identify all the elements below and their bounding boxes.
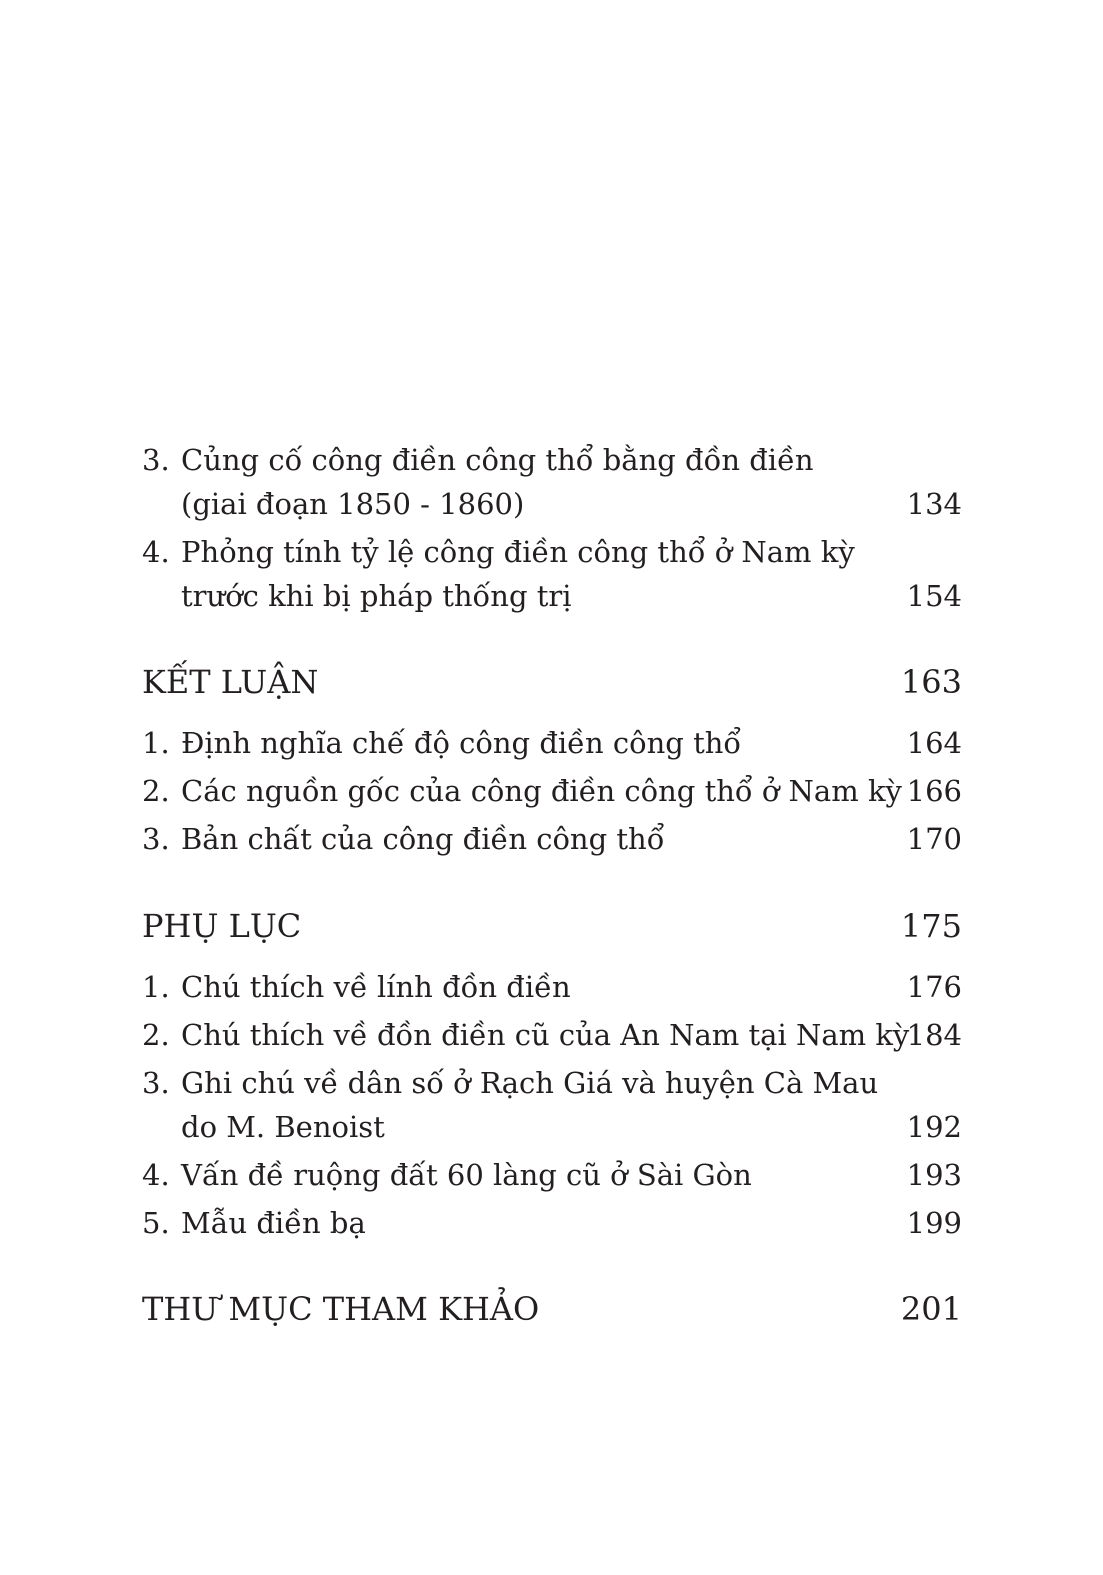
entry-page: 154 <box>906 579 962 613</box>
entry-title: Chú thích về lính đồn điền <box>181 970 571 1004</box>
entry-page: 164 <box>906 726 962 760</box>
entry-page: 134 <box>906 487 962 521</box>
entry-title: Mẫu điền bạ <box>181 1206 366 1240</box>
section-title: KẾT LUẬN <box>142 663 319 701</box>
entry-title: Củng cố công điền công thổ bằng đồn điền <box>181 443 814 477</box>
entry-title-continued: do M. Benoist <box>181 1110 385 1144</box>
section-title: THƯ MỤC THAM KHẢO <box>142 1290 540 1328</box>
entry-number: 1. <box>142 726 170 760</box>
entry-title: Phỏng tính tỷ lệ công điền công thổ ở Nam kỳ <box>181 535 855 569</box>
section-page: 163 <box>900 663 962 701</box>
entry-number: 2. <box>142 774 170 808</box>
entry-title: Các nguồn gốc của công điền công thổ ở Nam kỳ <box>181 774 902 808</box>
entry-title-continued: (giai đoạn 1850 - 1860) <box>181 487 525 521</box>
section-page: 175 <box>900 907 962 945</box>
entry-title: Chú thích về đồn điền cũ của An Nam tại Nam kỳ <box>181 1018 910 1052</box>
entry-number: 3. <box>142 1066 170 1100</box>
entry-title: Ghi chú về dân số ở Rạch Giá và huyện Cà Mau <box>181 1066 879 1100</box>
entry-number: 3. <box>142 822 170 856</box>
entry-title-continued: trước khi bị pháp thống trị <box>181 579 572 613</box>
entry-number: 4. <box>142 1158 170 1192</box>
entry-number: 4. <box>142 535 170 569</box>
entry-page: 166 <box>906 774 962 808</box>
entry-page: 176 <box>906 970 962 1004</box>
entry-number: 5. <box>142 1206 170 1240</box>
entry-title: Bản chất của công điền công thổ <box>181 822 665 856</box>
entry-page: 192 <box>906 1110 962 1144</box>
entry-page: 170 <box>906 822 962 856</box>
entry-number: 3. <box>142 443 170 477</box>
entry-number: 1. <box>142 970 170 1004</box>
section-title: PHỤ LỤC <box>142 907 302 945</box>
entry-title: Định nghĩa chế độ công điền công thổ <box>181 726 742 760</box>
entry-number: 2. <box>142 1018 170 1052</box>
entry-page: 193 <box>906 1158 962 1192</box>
entry-page: 199 <box>906 1206 962 1240</box>
section-page: 201 <box>900 1290 962 1328</box>
entry-page: 184 <box>906 1018 962 1052</box>
entry-title: Vấn đề ruộng đất 60 làng cũ ở Sài Gòn <box>181 1158 752 1192</box>
